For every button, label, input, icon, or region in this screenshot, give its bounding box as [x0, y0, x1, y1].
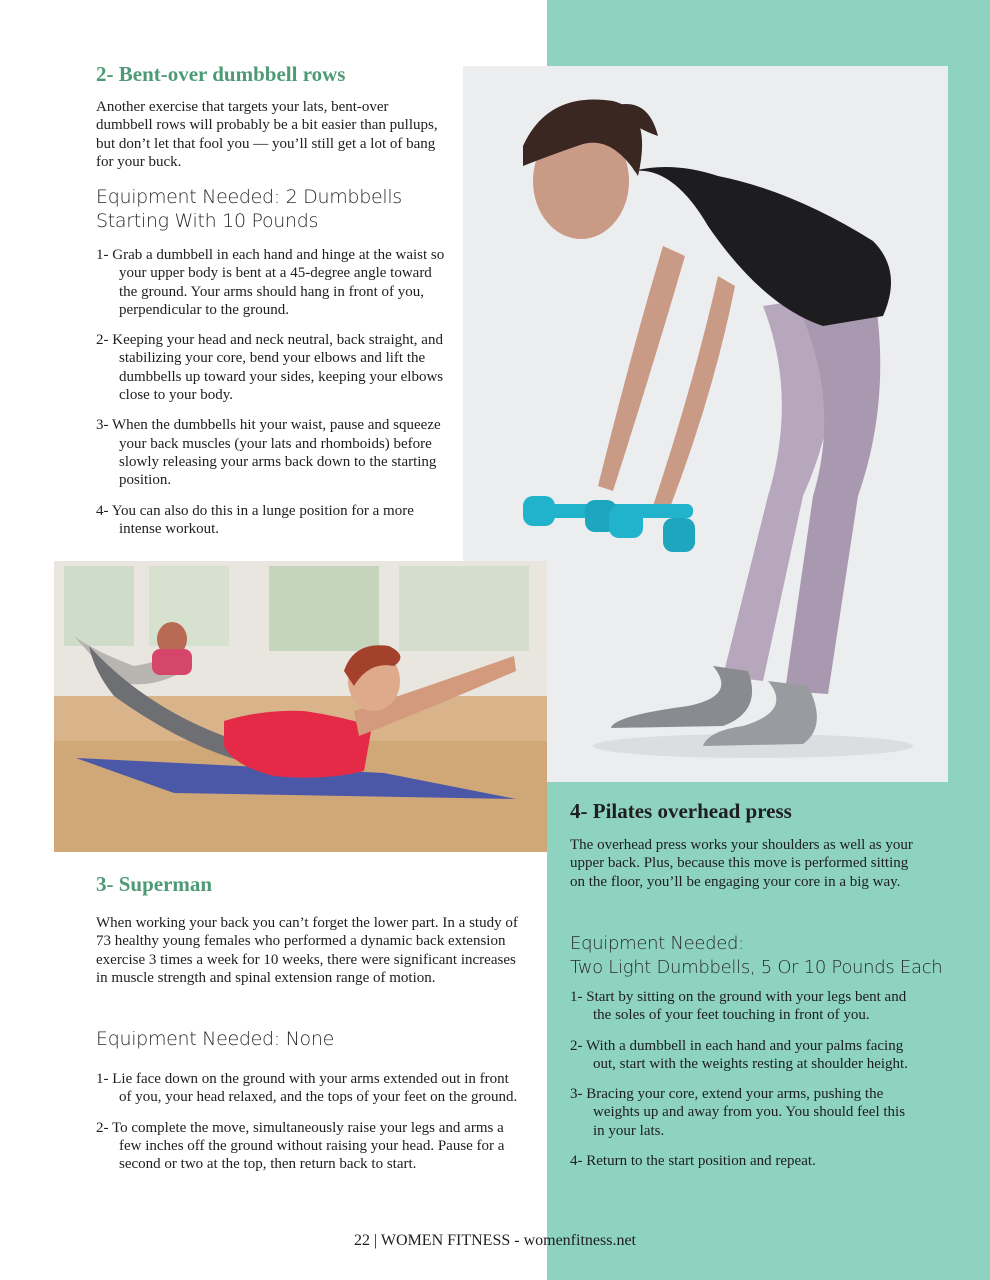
rows-steps	[96, 246, 446, 550]
pilates-equipment	[570, 932, 970, 980]
pilates-equipment-line2: Two Light Dumbbells, 5 Or 10 Pounds Each	[570, 957, 943, 978]
page-footer: 22 | WOMEN FITNESS - womenfitness.net	[354, 1232, 636, 1249]
rows-intro: Another exercise that targets your lats, bent-over dumbbell rows will probably be a bit easier than pullups, but don’t let that fool you — you’ll still get a lot of bang for your buck.	[96, 99, 438, 170]
list-item: 2- To complete the move, simultaneously raise your legs and arms a few inches off the ground without raising your head. Pause for a second or two at the top, then return back to start.	[96, 1119, 505, 1173]
list-item: 1- Start by sitting on the ground with your legs bent and the soles of your feet touching in front of you.	[570, 989, 907, 1024]
superman-equipment-text: Equipment Needed: None	[96, 1028, 334, 1050]
list-item: 2- With a dumbbell in each hand and your palms facing out, start with the weights resting at shoulder height.	[570, 1037, 908, 1072]
rows-equipment-line2: Starting With 10 Pounds	[96, 210, 319, 232]
superman-title: 3- Superman	[96, 872, 213, 896]
superman-photo	[54, 561, 547, 852]
list-item: 1- Lie face down on the ground with your arms extended out in front of you, your head relaxed, and the tops of your feet on the ground.	[96, 1071, 518, 1106]
list-item: 4- You can also do this in a lunge position for a more intense workout.	[96, 502, 414, 537]
list-item: 2- Keeping your head and neck neutral, back straight, and stabilizing your core, bend your elbows and lift the dumbbells up toward your sides, keeping your elbows close to your body.	[96, 332, 444, 404]
pilates-steps	[570, 988, 915, 1182]
list-item: 4- Return to the start position and repeat.	[570, 1153, 816, 1170]
list-item: 1- Grab a dumbbell in each hand and hinge at the waist so your upper body is bent at a 45-degree angle toward the ground. Your arms should hang in front of you, perpendicular to the ground.	[96, 247, 445, 318]
list-item: 3- When the dumbbells hit your waist, pause and squeeze your back muscles (your lats and rhomboids) before slowly releasing your arms back down to the starting position.	[96, 417, 441, 489]
superman-equipment	[96, 1027, 516, 1051]
rows-equipment-line1: Equipment Needed: 2 Dumbbells	[96, 186, 402, 208]
pilates-equipment-line1: Equipment Needed:	[570, 933, 744, 954]
superman-intro: When working your back you can’t forget the lower part. In a study of 73 healthy young females who performed a dynamic back extension exercise 3 times a week for 10 weeks, there were significant increases in muscle strength and spinal extension range of motion.	[96, 915, 518, 986]
pilates-title: 4- Pilates overhead press	[570, 799, 792, 823]
rows-title: 2- Bent-over dumbbell rows	[96, 62, 346, 86]
pilates-intro: The overhead press works your shoulders as well as your upper back. Plus, because this move is performed sitting on the floor, you’ll be engaging your core in a big way.	[570, 837, 913, 890]
superman-steps	[96, 1070, 521, 1185]
rows-equipment	[96, 185, 456, 233]
list-item: 3- Bracing your core, extend your arms, pushing the weights up and away from you. You should feel this in your lats.	[570, 1086, 906, 1139]
